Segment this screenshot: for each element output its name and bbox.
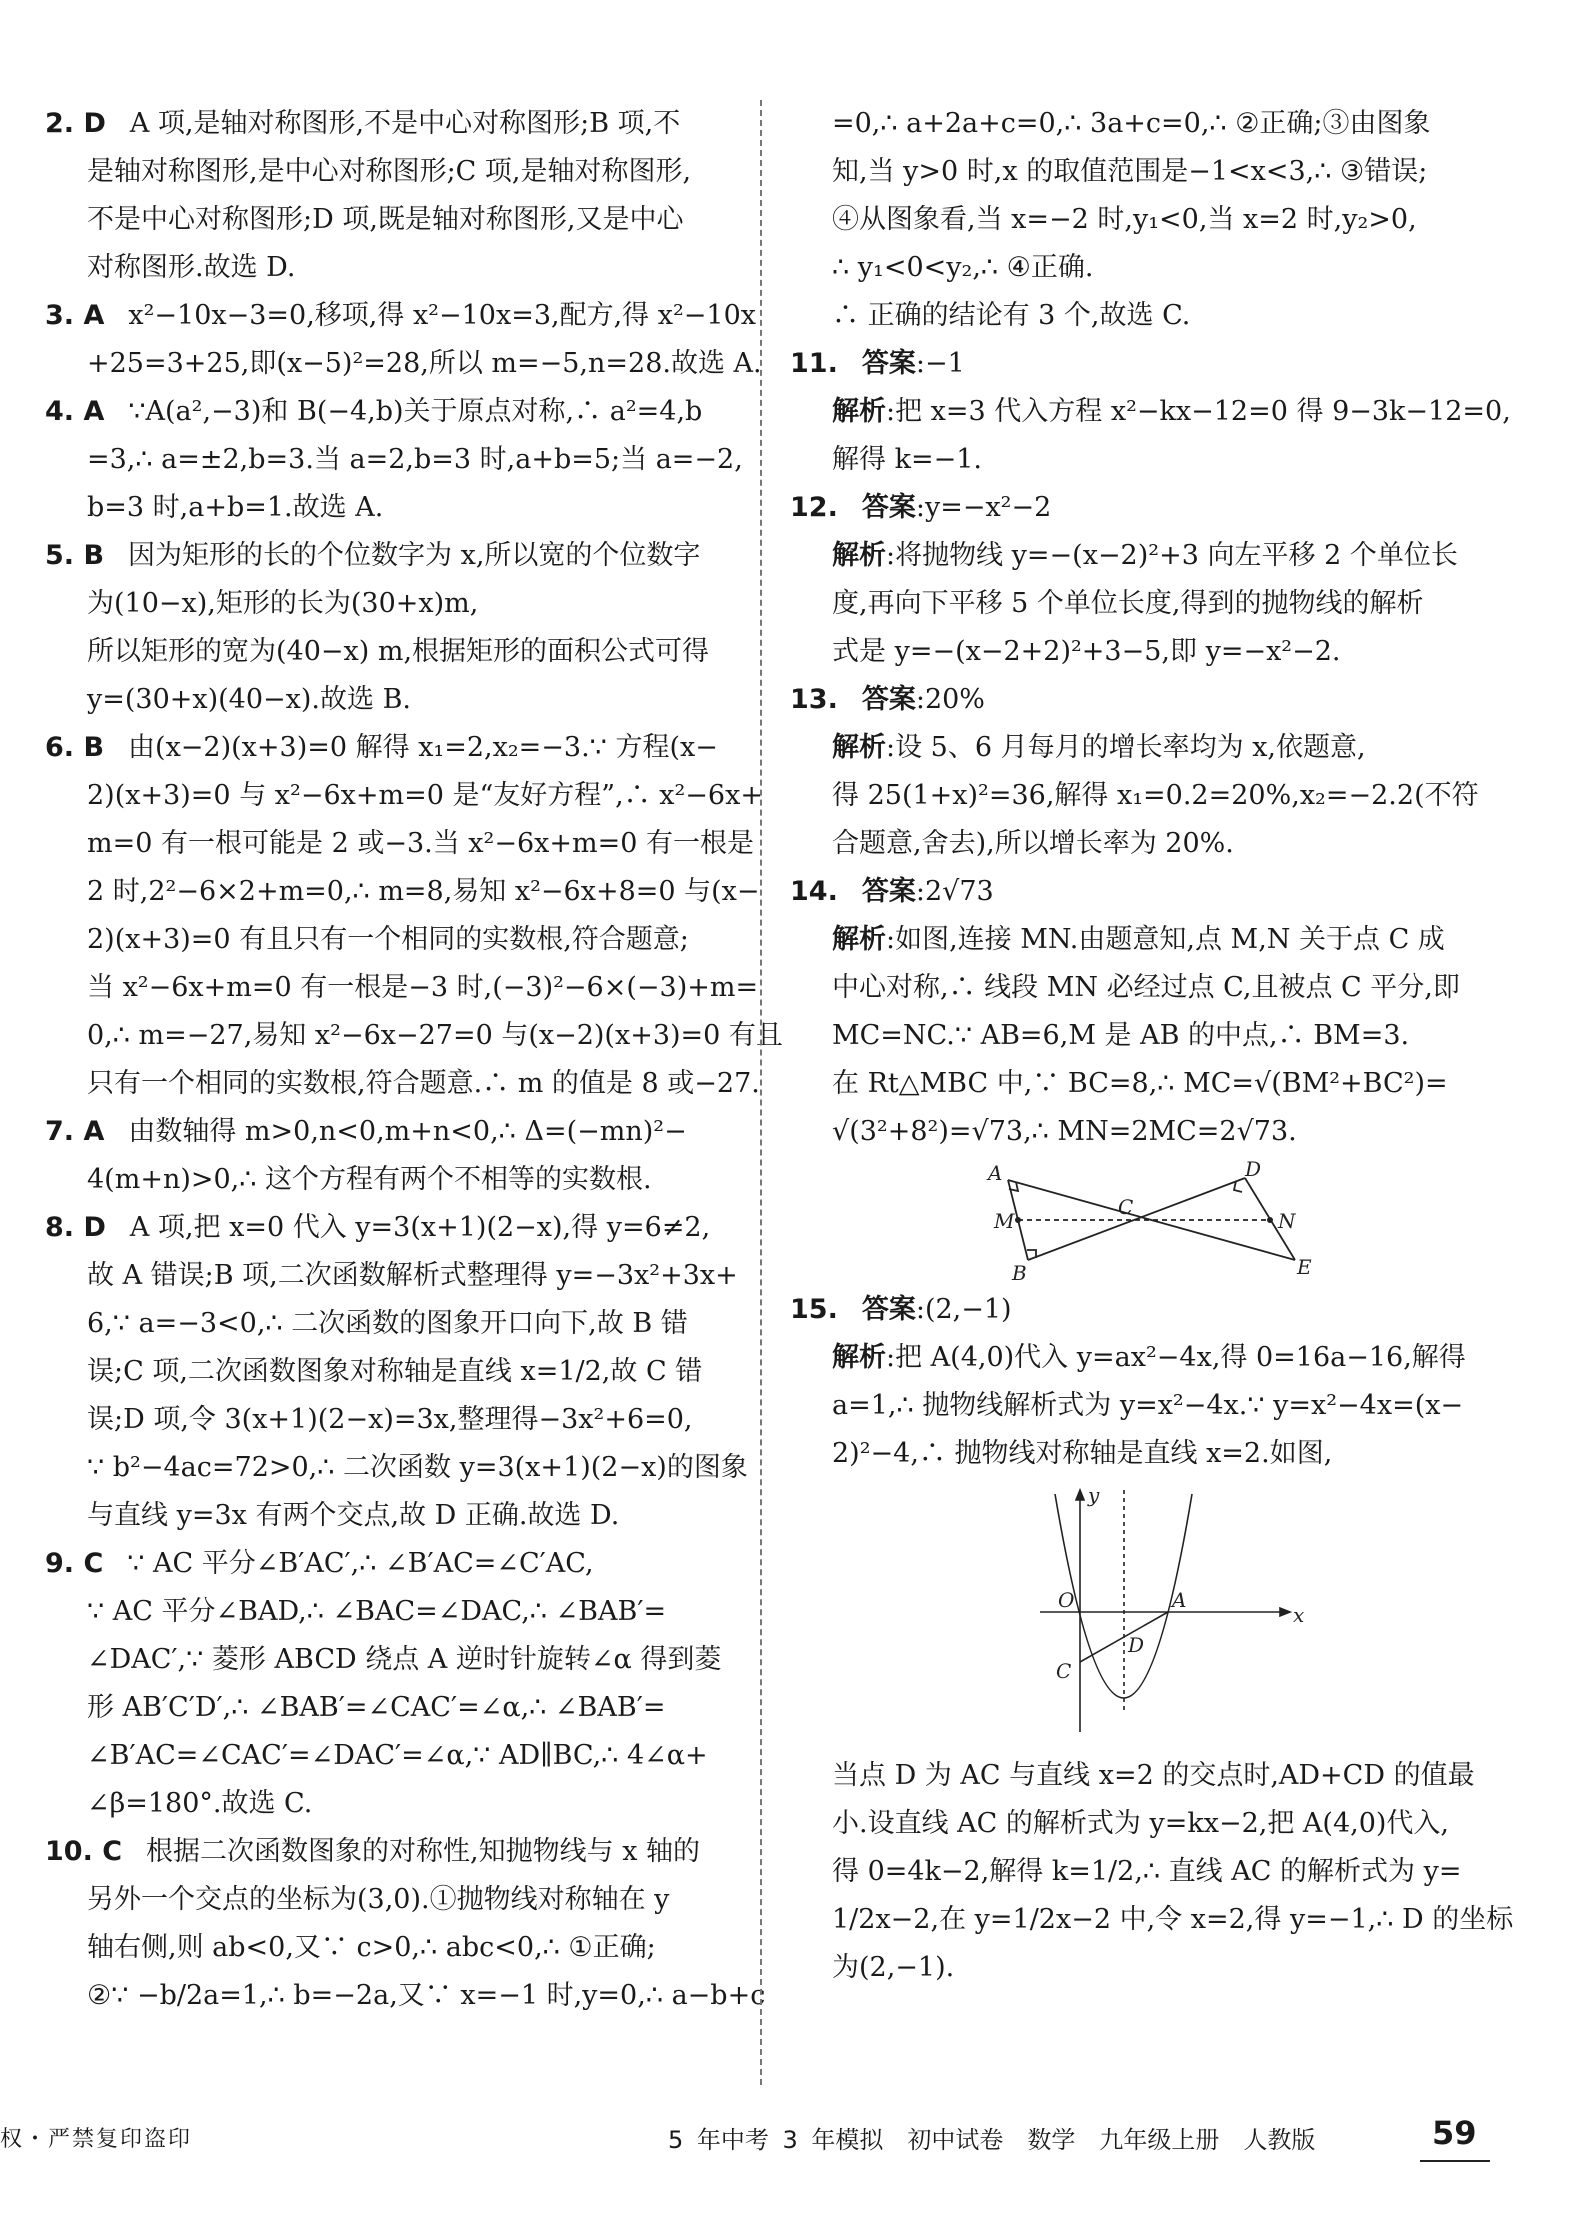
text-line bbox=[45, 1396, 735, 1444]
point-n bbox=[1267, 1217, 1273, 1223]
analysis-label: 解析 bbox=[832, 732, 886, 763]
line-text: m=0 有一根可能是 2 或−3.当 x²−6x+m=0 有一根是 bbox=[87, 828, 754, 859]
text-line bbox=[790, 1060, 1490, 1108]
footer-copyright: 权・严禁复印盗印 bbox=[0, 2127, 193, 2152]
line-text: :把 x=3 代入方程 x²−kx−12=0 得 9−3k−12=0, bbox=[886, 396, 1511, 427]
text-line bbox=[45, 1972, 766, 2020]
text-line bbox=[45, 484, 735, 532]
text-line bbox=[45, 676, 735, 724]
text-line bbox=[45, 436, 743, 484]
line-text: :将抛物线 y=−(x−2)²+3 向左平移 2 个单位长 bbox=[886, 540, 1458, 571]
line-text: 2)(x+3)=0 与 x²−6x+m=0 是“友好方程”,∴ x²−6x+ bbox=[87, 780, 763, 811]
label-m: M bbox=[994, 1209, 1015, 1233]
line-text: 当点 D 为 AC 与直线 x=2 的交点时,AD+CD 的值最 bbox=[832, 1760, 1475, 1791]
label-e: E bbox=[1297, 1255, 1312, 1279]
line-text: ∵A(a²,−3)和 B(−4,b)关于原点对称,∴ a²=4,b bbox=[128, 396, 703, 427]
line-text: 合题意,舍去),所以增长率为 20%. bbox=[832, 828, 1234, 859]
text-line bbox=[790, 628, 1490, 676]
label-y: y bbox=[1088, 1483, 1100, 1507]
text-line bbox=[45, 916, 735, 964]
text-line bbox=[790, 292, 1490, 340]
text-line bbox=[790, 868, 1490, 916]
answer-label: 答案 bbox=[861, 684, 916, 715]
line-text: 2)²−4,∴ 抛物线对称轴是直线 x=2.如图, bbox=[832, 1438, 1333, 1469]
text-line bbox=[45, 1012, 783, 1060]
text-line bbox=[790, 484, 1490, 532]
text-line bbox=[790, 436, 1490, 484]
text-line bbox=[45, 1924, 735, 1972]
line-text: 为(2,−1). bbox=[832, 1952, 955, 1983]
line-text: a=1,∴ 抛物线解析式为 y=x²−4x.∵ y=x²−4x=(x− bbox=[832, 1390, 1464, 1421]
text-line bbox=[45, 244, 735, 292]
right-angle-d bbox=[1234, 1181, 1242, 1192]
text-line bbox=[45, 1876, 735, 1924]
line-text: 形 AB′C′D′,∴ ∠BAB′=∠CAC′=∠α,∴ ∠BAB′= bbox=[87, 1692, 666, 1723]
line-text: A 项,把 x=0 代入 y=3(x+1)(2−x),得 y=6≠2, bbox=[129, 1212, 711, 1243]
line-text: 为(10−x),矩形的长为(30+x)m, bbox=[87, 588, 479, 619]
page-number: 59 bbox=[1432, 2114, 1477, 2152]
line-text: ②∵ −b/2a=1,∴ b=−2a,又∵ x=−1 时,y=0,∴ a−b+c bbox=[87, 1980, 766, 2011]
text-line bbox=[45, 1732, 735, 1780]
line-text: 由数轴得 m>0,n<0,m+n<0,∴ Δ=(−mn)²− bbox=[128, 1116, 687, 1147]
line-text: 6,∵ a=−3<0,∴ 二次函数的图象开口向下,故 B 错 bbox=[87, 1308, 688, 1339]
line-text: :y=−x²−2 bbox=[915, 492, 1052, 523]
text-line bbox=[45, 1780, 735, 1828]
line-text: 所以矩形的宽为(40−x) m,根据矩形的面积公式可得 bbox=[87, 636, 710, 667]
x-arrow bbox=[1280, 1608, 1290, 1616]
line-text: 4(m+n)>0,∴ 这个方程有两个不相等的实数根. bbox=[87, 1164, 652, 1195]
line-text: 故 A 错误;B 项,二次函数解析式整理得 y=−3x²+3x+ bbox=[87, 1260, 738, 1291]
question-number: 4. A bbox=[45, 396, 105, 427]
line-text: 1/2x−2,在 y=1/2x−2 中,令 x=2,得 y=−1,∴ D 的坐标 bbox=[832, 1904, 1514, 1935]
text-line bbox=[45, 196, 735, 244]
line-text: 2 时,2²−6×2+m=0,∴ m=8,易知 x²−6x+8=0 与(x− bbox=[87, 876, 760, 907]
text-line bbox=[790, 148, 1490, 196]
text-line bbox=[45, 100, 735, 148]
line-text: :把 A(4,0)代入 y=ax²−4x,得 0=16a−16,解得 bbox=[886, 1342, 1466, 1373]
line-ae bbox=[1008, 1180, 1295, 1260]
line-text: +25=3+25,即(x−5)²=28,所以 m=−5,n=28.故选 A. bbox=[87, 348, 762, 379]
question-number: 14. bbox=[790, 876, 838, 907]
line-text: 得 25(1+x)²=36,解得 x₁=0.2=20%,x₂=−2.2(不符 bbox=[832, 780, 1479, 811]
line-text: 对称图形.故选 D. bbox=[87, 252, 296, 283]
line-text: =0,∴ a+2a+c=0,∴ 3a+c=0,∴ ②正确;③由图象 bbox=[832, 108, 1431, 139]
text-line bbox=[45, 292, 757, 340]
line-text: :20% bbox=[915, 684, 985, 715]
text-line bbox=[45, 964, 759, 1012]
line-text: ∠B′AC=∠CAC′=∠DAC′=∠α,∵ AD∥BC,∴ 4∠α+ bbox=[87, 1740, 708, 1771]
line-text: =3,∴ a=±2,b=3.当 a=2,b=3 时,a+b=5;当 a=−2, bbox=[87, 444, 743, 475]
line-text: 因为矩形的长的个位数字为 x,所以宽的个位数字 bbox=[128, 540, 701, 571]
text-line bbox=[790, 772, 1490, 820]
question-number: 5. B bbox=[45, 540, 105, 571]
line-text: ∵ AC 平分∠BAD,∴ ∠BAC=∠DAC,∴ ∠BAB′= bbox=[87, 1596, 667, 1627]
line-text: :如图,连接 MN.由题意知,点 M,N 关于点 C 成 bbox=[886, 924, 1445, 955]
text-line bbox=[45, 628, 735, 676]
line-text: 误;D 项,令 3(x+1)(2−x)=3x,整理得−3x²+6=0, bbox=[87, 1404, 693, 1435]
left-column bbox=[45, 100, 783, 2020]
label-d: D bbox=[1128, 1633, 1145, 1657]
line-text: ∵ b²−4ac=72>0,∴ 二次函数 y=3(x+1)(2−x)的图象 bbox=[87, 1452, 748, 1483]
line-text: 当 x²−6x+m=0 有一根是−3 时,(−3)²−6×(−3)+m= bbox=[87, 972, 759, 1003]
text-line bbox=[45, 820, 754, 868]
line-text: 度,再向下平移 5 个单位长度,得到的抛物线的解析 bbox=[832, 588, 1424, 619]
label-x: x bbox=[1293, 1603, 1305, 1627]
page-footer bbox=[0, 2110, 1579, 2170]
question-number: 3. A bbox=[45, 300, 105, 331]
line-bd bbox=[1028, 1178, 1245, 1260]
line-text: y=(30+x)(40−x).故选 B. bbox=[87, 684, 412, 715]
line-text: A 项,是轴对称图形,不是中心对称图形;B 项,不 bbox=[129, 108, 681, 139]
text-line bbox=[790, 1286, 1490, 1334]
line-text: ∵ AC 平分∠B′AC′,∴ ∠B′AC=∠C′AC, bbox=[127, 1548, 594, 1579]
line-text: :−1 bbox=[915, 348, 965, 379]
text-line bbox=[45, 148, 735, 196]
answer-label: 答案 bbox=[861, 1294, 916, 1325]
text-line bbox=[790, 100, 1490, 148]
text-line bbox=[45, 1204, 735, 1252]
line-text: 小.设直线 AC 的解析式为 y=kx−2,把 A(4,0)代入, bbox=[832, 1808, 1450, 1839]
line-text: 解得 k=−1. bbox=[832, 444, 982, 475]
text-line bbox=[790, 1944, 1490, 1992]
text-line bbox=[790, 1800, 1490, 1848]
label-c: C bbox=[1056, 1659, 1072, 1683]
text-line bbox=[790, 1334, 1490, 1382]
question-number: 2. D bbox=[45, 108, 106, 139]
question-number: 9. C bbox=[45, 1548, 104, 1579]
text-line bbox=[790, 388, 1511, 436]
text-line bbox=[790, 196, 1490, 244]
figure-q14-svg bbox=[790, 1160, 1490, 1280]
text-line bbox=[45, 1444, 748, 1492]
answer-label: 答案 bbox=[861, 876, 916, 907]
text-line bbox=[45, 1300, 735, 1348]
text-line bbox=[790, 676, 1490, 724]
line-text: 与直线 y=3x 有两个交点,故 D 正确.故选 D. bbox=[87, 1500, 620, 1531]
text-line bbox=[45, 724, 735, 772]
line-text: 式是 y=−(x−2+2)²+3−5,即 y=−x²−2. bbox=[832, 636, 1341, 667]
text-line bbox=[45, 1540, 735, 1588]
line-text: 2)(x+3)=0 有且只有一个相同的实数根,符合题意; bbox=[87, 924, 689, 955]
label-d: D bbox=[1245, 1160, 1262, 1181]
page-number-underline bbox=[1420, 2160, 1490, 2162]
text-line bbox=[790, 916, 1490, 964]
figure-q15-svg bbox=[790, 1482, 1490, 1742]
line-text: 根据二次函数图象的对称性,知抛物线与 x 轴的 bbox=[146, 1836, 701, 1867]
text-line bbox=[790, 340, 1490, 388]
analysis-label: 解析 bbox=[832, 924, 886, 955]
text-line bbox=[45, 1156, 735, 1204]
line-text: ④从图象看,当 x=−2 时,y₁<0,当 x=2 时,y₂>0, bbox=[832, 204, 1417, 235]
text-line bbox=[45, 1108, 735, 1156]
line-text: ∠β=180°.故选 C. bbox=[87, 1788, 313, 1819]
line-text: 在 Rt△MBC 中,∵ BC=8,∴ MC=√(BM²+BC²)= bbox=[832, 1068, 1448, 1099]
label-a: A bbox=[988, 1161, 1003, 1185]
footer-book-title: 5 年中考 3 年模拟 初中试卷 数学 九年级上册 人教版 bbox=[668, 2126, 1316, 2154]
text-line bbox=[790, 1752, 1490, 1800]
text-line bbox=[45, 1060, 760, 1108]
label-c: C bbox=[1118, 1195, 1134, 1219]
line-text: ∠DAC′,∵ 菱形 ABCD 绕点 A 逆时针旋转∠α 得到菱 bbox=[87, 1644, 722, 1675]
text-line bbox=[790, 724, 1490, 772]
text-line bbox=[45, 1684, 735, 1732]
text-line bbox=[45, 532, 735, 580]
line-text: 另外一个交点的坐标为(3,0).①抛物线对称轴在 y bbox=[87, 1884, 670, 1915]
right-column bbox=[790, 100, 1514, 1992]
text-line bbox=[45, 580, 735, 628]
line-text: 得 0=4k−2,解得 k=1/2,∴ 直线 AC 的解析式为 y= bbox=[832, 1856, 1462, 1887]
question-number: 15. bbox=[790, 1294, 838, 1325]
analysis-label: 解析 bbox=[832, 540, 886, 571]
line-text: 只有一个相同的实数根,符合题意.∴ m 的值是 8 或−27. bbox=[87, 1068, 760, 1099]
label-n: N bbox=[1278, 1209, 1296, 1233]
figure-q14 bbox=[790, 1160, 1490, 1280]
line-text: 误;C 项,二次函数图象对称轴是直线 x=1/2,故 C 错 bbox=[87, 1356, 703, 1387]
text-line bbox=[790, 1430, 1490, 1478]
text-line bbox=[790, 1108, 1490, 1156]
text-line bbox=[45, 1492, 735, 1540]
line-text: :设 5、6 月每月的增长率均为 x,依题意, bbox=[886, 732, 1366, 763]
text-line bbox=[790, 964, 1490, 1012]
question-number: 8. D bbox=[45, 1212, 106, 1243]
point-m bbox=[1015, 1217, 1021, 1223]
text-line bbox=[790, 820, 1490, 868]
text-line bbox=[790, 244, 1490, 292]
line-text: :2√73 bbox=[915, 876, 994, 907]
line-text: MC=NC.∵ AB=6,M 是 AB 的中点,∴ BM=3. bbox=[832, 1020, 1410, 1051]
question-number: 6. B bbox=[45, 732, 105, 763]
question-number: 12. bbox=[790, 492, 838, 523]
line-text: 中心对称,∴ 线段 MN 必经过点 C,且被点 C 平分,即 bbox=[832, 972, 1460, 1003]
text-line bbox=[790, 1848, 1490, 1896]
label-o: O bbox=[1058, 1588, 1075, 1612]
figure-q15 bbox=[790, 1482, 1490, 1742]
line-text: x²−10x−3=0,移项,得 x²−10x=3,配方,得 x²−10x bbox=[128, 300, 757, 331]
answer-label: 答案 bbox=[861, 492, 916, 523]
label-b: B bbox=[1012, 1261, 1027, 1280]
text-line bbox=[790, 580, 1490, 628]
line-text: ∴ y₁<0<y₂,∴ ④正确. bbox=[832, 252, 1094, 283]
text-line bbox=[790, 1382, 1490, 1430]
question-number: 13. bbox=[790, 684, 838, 715]
line-text: b=3 时,a+b=1.故选 A. bbox=[87, 492, 384, 523]
text-line bbox=[790, 532, 1490, 580]
line-text: 不是中心对称图形;D 项,既是轴对称图形,又是中心 bbox=[87, 204, 684, 235]
y-arrow bbox=[1076, 1490, 1084, 1500]
text-line bbox=[45, 1348, 735, 1396]
question-number: 10. C bbox=[45, 1836, 123, 1867]
line-text: ∴ 正确的结论有 3 个,故选 C. bbox=[832, 300, 1191, 331]
text-line bbox=[45, 388, 735, 436]
question-number: 7. A bbox=[45, 1116, 105, 1147]
line-text: :(2,−1) bbox=[915, 1294, 1012, 1325]
analysis-label: 解析 bbox=[832, 396, 886, 427]
question-number: 11. bbox=[790, 348, 838, 379]
text-line bbox=[45, 1828, 735, 1876]
text-line bbox=[45, 1252, 738, 1300]
text-line bbox=[45, 1636, 735, 1684]
text-line bbox=[45, 868, 760, 916]
analysis-label: 解析 bbox=[832, 1342, 886, 1373]
line-text: 轴右侧,则 ab<0,又∵ c>0,∴ abc<0,∴ ①正确; bbox=[87, 1932, 656, 1963]
label-a: A bbox=[1172, 1588, 1187, 1612]
line-text: 0,∴ m=−27,易知 x²−6x−27=0 与(x−2)(x+3)=0 有且 bbox=[87, 1020, 783, 1051]
text-line bbox=[45, 340, 762, 388]
answer-label: 答案 bbox=[861, 348, 916, 379]
line-text: 由(x−2)(x+3)=0 解得 x₁=2,x₂=−3.∵ 方程(x− bbox=[128, 732, 718, 763]
line-text: √(3²+8²)=√73,∴ MN=2MC=2√73. bbox=[832, 1116, 1297, 1147]
text-line bbox=[790, 1896, 1514, 1944]
text-line bbox=[45, 772, 763, 820]
line-text: 是轴对称图形,是中心对称图形;C 项,是轴对称图形, bbox=[87, 156, 692, 187]
column-divider bbox=[760, 100, 762, 2085]
line-text: 知,当 y>0 时,x 的取值范围是−1<x<3,∴ ③错误; bbox=[832, 156, 1428, 187]
text-line bbox=[45, 1588, 735, 1636]
text-line bbox=[790, 1012, 1490, 1060]
